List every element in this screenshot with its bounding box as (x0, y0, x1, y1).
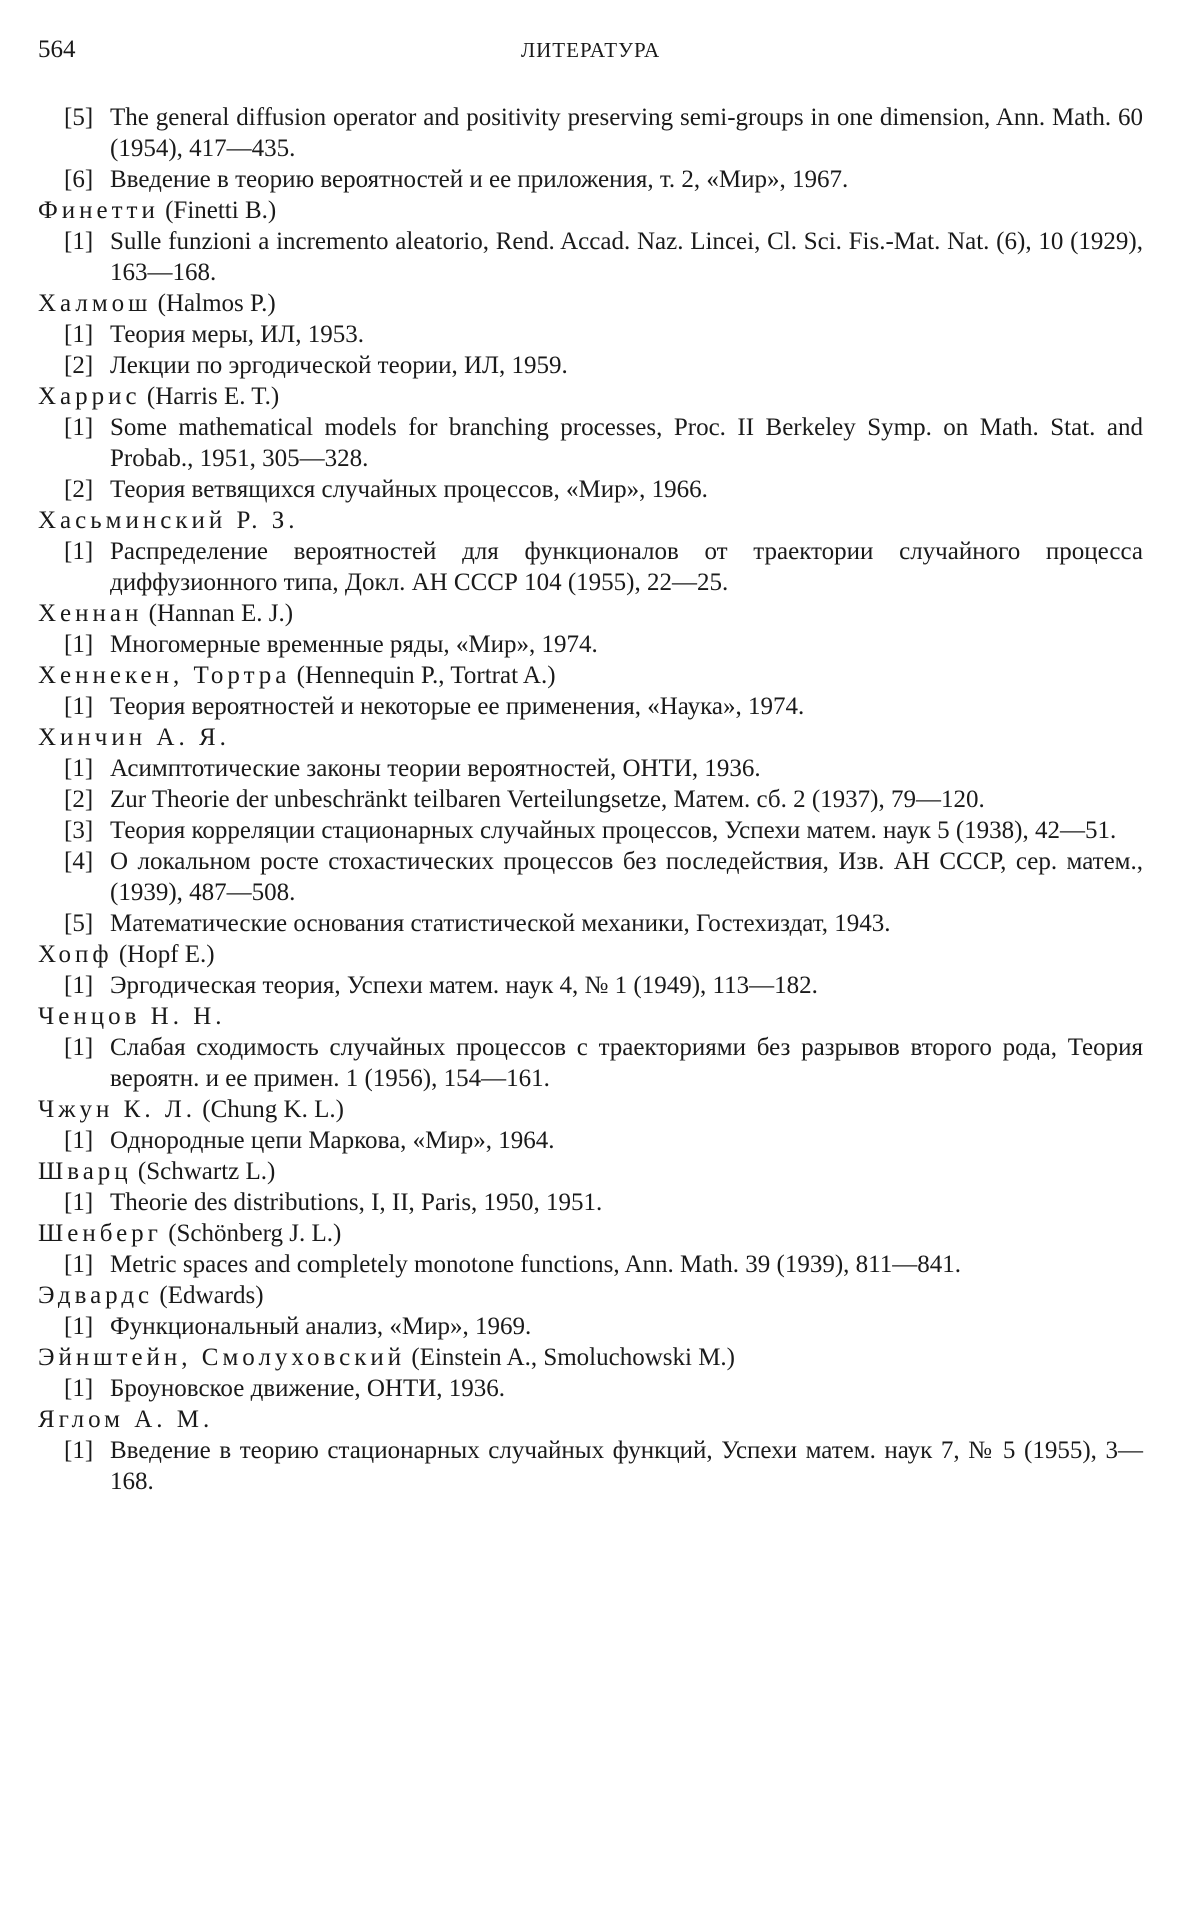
reference-number: [1] (64, 755, 94, 782)
page-number: 564 (38, 36, 76, 63)
author-heading (38, 1156, 1143, 1187)
reference-text: Распределение вероятностей для функционалов от траектории случайного процесса диффузионного типа, Докл. АН СССР 104 (1955), 22—25. (110, 538, 1143, 596)
reference-number: [2] (64, 786, 94, 813)
reference-number: [3] (64, 817, 94, 844)
reference-number: [1] (64, 1437, 94, 1464)
reference-list (38, 102, 1143, 1497)
reference-number: [5] (64, 910, 94, 937)
author-latin-name: (Edwards) (159, 1282, 264, 1309)
reference-text: Функциональный анализ, «Мир», 1969. (110, 1313, 532, 1340)
reference-text: Sulle funzioni a incremento aleatorio, Rend. Accad. Naz. Lincei, Cl. Sci. Fis.-Mat. Nat. (6), 10 (1929), 163—168. (110, 228, 1143, 286)
author-name: Чжун К. Л. (38, 1096, 197, 1123)
reference-entry (38, 970, 1143, 1001)
reference-text: Zur Theorie der unbeschränkt teilbaren Verteilungsetze, Матем. сб. 2 (1937), 79—120. (110, 786, 985, 813)
reference-entry (38, 815, 1143, 846)
reference-text: Однородные цепи Маркова, «Мир», 1964. (110, 1127, 555, 1154)
author-latin-name: (Schönberg J. L.) (168, 1220, 342, 1247)
reference-entry (38, 908, 1143, 939)
author-name: Яглом А. М. (38, 1406, 214, 1433)
reference-number: [1] (64, 321, 94, 348)
running-head (38, 30, 1143, 70)
author-name: Хасьминский Р. З. (38, 507, 299, 534)
reference-number: [1] (64, 693, 94, 720)
author-latin-name: (Harris E. T.) (146, 383, 280, 410)
author-name: Шварц (38, 1158, 132, 1185)
reference-entry (38, 226, 1143, 288)
reference-entry (38, 1373, 1143, 1404)
reference-text: О локальном росте стохастических процессов без последействия, Изв. АН СССР, сер. матем., (1939), 487—508. (110, 848, 1143, 906)
reference-entry (38, 1311, 1143, 1342)
author-heading (38, 1404, 1143, 1435)
reference-text: Some mathematical models for branching processes, Proc. II Berkeley Symp. on Math. Stat. and Probab., 1951, 305—328. (110, 414, 1143, 472)
reference-number: [5] (64, 104, 94, 131)
author-name: Финетти (38, 197, 159, 224)
reference-number: [1] (64, 1189, 94, 1216)
reference-entry (38, 784, 1143, 815)
reference-number: [1] (64, 1127, 94, 1154)
reference-entry (38, 350, 1143, 381)
author-latin-name: (Einstein A., Smoluchowski M.) (411, 1344, 735, 1371)
reference-text: Эргодическая теория, Успехи матем. наук 4, № 1 (1949), 113—182. (110, 972, 818, 999)
author-name: Хеннан (38, 600, 143, 627)
reference-number: [1] (64, 972, 94, 999)
author-heading (38, 1342, 1143, 1373)
reference-number: [1] (64, 1251, 94, 1278)
reference-entry (38, 102, 1143, 164)
reference-text: Теория вероятностей и некоторые ее применения, «Наука», 1974. (110, 693, 805, 720)
reference-entry (38, 753, 1143, 784)
reference-text: Слабая сходимость случайных процессов с траекториями без разрывов второго рода, Теория вероятн. и ее примен. 1 (1956), 154—161. (110, 1034, 1143, 1092)
author-heading (38, 1094, 1143, 1125)
author-heading (38, 1280, 1143, 1311)
reference-number: [2] (64, 352, 94, 379)
author-name: Эйнштейн, Смолуховский (38, 1344, 406, 1371)
reference-entry (38, 474, 1143, 505)
author-heading (38, 195, 1143, 226)
author-latin-name: (Hannan E. J.) (148, 600, 294, 627)
author-name: Халмош (38, 290, 152, 317)
reference-entry (38, 536, 1143, 598)
reference-number: [1] (64, 414, 94, 441)
reference-entry (38, 846, 1143, 908)
reference-entry (38, 164, 1143, 195)
author-name: Хопф (38, 941, 113, 968)
reference-number: [1] (64, 228, 94, 255)
reference-entry (38, 412, 1143, 474)
reference-text: Введение в теорию стационарных случайных функций, Успехи матем. наук 7, № 5 (1955), 3—168. (110, 1437, 1143, 1495)
reference-text: Асимптотические законы теории вероятностей, ОНТИ, 1936. (110, 755, 761, 782)
reference-entry (38, 691, 1143, 722)
reference-number: [2] (64, 476, 94, 503)
author-name: Хеннекен, Тортра (38, 662, 291, 689)
author-latin-name: (Hennequin P., Tortrat A.) (296, 662, 556, 689)
author-name: Ченцов Н. Н. (38, 1003, 226, 1030)
reference-text: Теория меры, ИЛ, 1953. (110, 321, 365, 348)
reference-entry (38, 1125, 1143, 1156)
author-latin-name: (Finetti B.) (165, 197, 277, 224)
author-heading (38, 939, 1143, 970)
author-name: Хинчин А. Я. (38, 724, 230, 751)
reference-number: [6] (64, 166, 94, 193)
author-latin-name: (Chung K. L.) (202, 1096, 344, 1123)
author-heading (38, 660, 1143, 691)
author-heading (38, 598, 1143, 629)
reference-entry (38, 629, 1143, 660)
page (38, 30, 1143, 1497)
reference-text: The general diffusion operator and positivity preserving semi-groups in one dimension, Ann. Math. 60 (1954), 417—435. (110, 104, 1143, 162)
reference-number: [1] (64, 1313, 94, 1340)
author-heading (38, 288, 1143, 319)
reference-entry (38, 319, 1143, 350)
reference-number: [1] (64, 1375, 94, 1402)
author-heading (38, 1001, 1143, 1032)
reference-number: [1] (64, 1034, 94, 1061)
author-name: Эдвардс (38, 1282, 154, 1309)
reference-entry (38, 1249, 1143, 1280)
author-name: Шенберг (38, 1220, 162, 1247)
reference-entry (38, 1435, 1143, 1497)
author-latin-name: (Halmos P.) (157, 290, 276, 317)
reference-entry (38, 1032, 1143, 1094)
reference-text: Броуновское движение, ОНТИ, 1936. (110, 1375, 506, 1402)
reference-text: Theorie des distributions, I, II, Paris, 1950, 1951. (110, 1189, 603, 1216)
reference-number: [4] (64, 848, 94, 875)
reference-text: Metric spaces and completely monotone functions, Ann. Math. 39 (1939), 811—841. (110, 1251, 962, 1278)
reference-text: Лекции по эргодической теории, ИЛ, 1959. (110, 352, 568, 379)
reference-text: Математические основания статистической механики, Гостехиздат, 1943. (110, 910, 891, 937)
author-heading (38, 722, 1143, 753)
author-heading (38, 381, 1143, 412)
reference-text: Введение в теорию вероятностей и ее приложения, т. 2, «Мир», 1967. (110, 166, 849, 193)
running-title: ЛИТЕРАТУРА (520, 38, 661, 62)
author-name: Харрис (38, 383, 141, 410)
reference-text: Теория корреляции стационарных случайных процессов, Успехи матем. наук 5 (1938), 42—51. (110, 817, 1117, 844)
reference-text: Теория ветвящихся случайных процессов, «Мир», 1966. (110, 476, 708, 503)
reference-number: [1] (64, 631, 94, 658)
reference-number: [1] (64, 538, 94, 565)
author-latin-name: (Schwartz L.) (137, 1158, 276, 1185)
author-heading (38, 505, 1143, 536)
reference-text: Многомерные временные ряды, «Мир», 1974. (110, 631, 598, 658)
author-heading (38, 1218, 1143, 1249)
author-latin-name: (Hopf E.) (118, 941, 215, 968)
reference-entry (38, 1187, 1143, 1218)
